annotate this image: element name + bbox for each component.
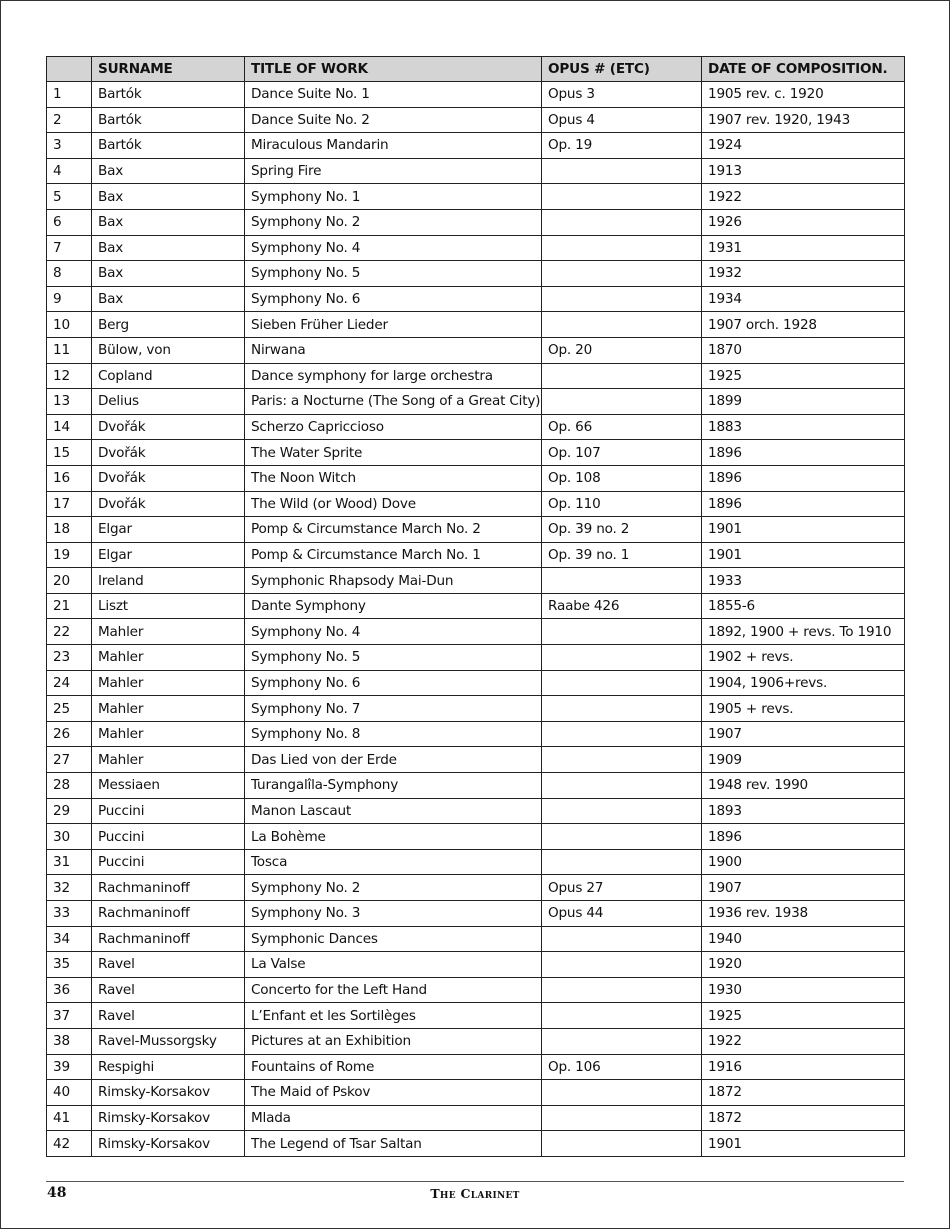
row-number: 2 [47,107,92,133]
table-row [47,1028,905,1054]
surname-cell: Rimsky-Korsakov [92,1080,245,1106]
surname-cell: Elgar [92,542,245,568]
row-number: 40 [47,1080,92,1106]
date-cell: 1925 [702,1003,905,1029]
header-title-of-work: TITLE OF WORK [245,57,542,82]
table-row [47,1105,905,1131]
header-number [47,57,92,82]
title-cell: Miraculous Mandarin [245,133,542,159]
title-cell: Symphony No. 3 [245,901,542,927]
table-row [47,1080,905,1106]
title-cell: Dance symphony for large orchestra [245,363,542,389]
date-cell: 1933 [702,568,905,594]
surname-cell: Rimsky-Korsakov [92,1131,245,1157]
surname-cell: Ravel [92,952,245,978]
title-cell: Nirwana [245,337,542,363]
table-row [47,926,905,952]
table-row [47,952,905,978]
title-cell: La Bohème [245,824,542,850]
title-cell: Fountains of Rome [245,1054,542,1080]
opus-cell [542,670,702,696]
row-number: 27 [47,747,92,773]
header-opus: OPUS # (ETC) [542,57,702,82]
table-row [47,977,905,1003]
table-row [47,209,905,235]
title-cell: Sieben Früher Lieder [245,312,542,338]
date-cell: 1936 rev. 1938 [702,901,905,927]
date-cell: 1907 rev. 1920, 1943 [702,107,905,133]
surname-cell: Dvořák [92,491,245,517]
surname-cell: Bax [92,209,245,235]
table-row [47,1054,905,1080]
surname-cell: Bax [92,235,245,261]
title-cell: Symphony No. 7 [245,696,542,722]
opus-cell [542,1028,702,1054]
opus-cell: Op. 107 [542,440,702,466]
table-row [47,542,905,568]
date-cell: 1913 [702,158,905,184]
opus-cell [542,158,702,184]
date-cell: 1925 [702,363,905,389]
table-body [47,82,905,1157]
surname-cell: Ravel [92,977,245,1003]
opus-cell [542,568,702,594]
table-row [47,107,905,133]
title-cell: The Legend of Tsar Saltan [245,1131,542,1157]
opus-cell: Op. 39 no. 2 [542,517,702,543]
title-cell: Symphony No. 4 [245,619,542,645]
opus-cell: Op. 106 [542,1054,702,1080]
title-cell: Turangalîla-Symphony [245,773,542,799]
surname-cell: Bax [92,184,245,210]
opus-cell [542,696,702,722]
row-number: 14 [47,414,92,440]
row-number: 18 [47,517,92,543]
table-row [47,901,905,927]
title-cell: Mlada [245,1105,542,1131]
title-cell: Dante Symphony [245,593,542,619]
title-cell: Symphonic Rhapsody Mai-Dun [245,568,542,594]
row-number: 5 [47,184,92,210]
table-row [47,670,905,696]
surname-cell: Dvořák [92,414,245,440]
title-cell: Symphony No. 2 [245,875,542,901]
date-cell: 1901 [702,1131,905,1157]
title-cell: La Valse [245,952,542,978]
table-row [47,593,905,619]
opus-cell: Op. 66 [542,414,702,440]
opus-cell: Opus 3 [542,82,702,108]
date-cell: 1896 [702,824,905,850]
date-cell: 1922 [702,184,905,210]
date-cell: 1934 [702,286,905,312]
title-cell: Tosca [245,849,542,875]
running-title: The Clarinet [430,1186,520,1201]
title-cell: The Noon Witch [245,465,542,491]
title-cell: L’Enfant et les Sortilèges [245,1003,542,1029]
table-row [47,235,905,261]
table-row [47,517,905,543]
title-cell: Concerto for the Left Hand [245,977,542,1003]
date-cell: 1905 + revs. [702,696,905,722]
table-row [47,747,905,773]
date-cell: 1916 [702,1054,905,1080]
table-row [47,696,905,722]
table-row [47,619,905,645]
row-number: 17 [47,491,92,517]
opus-cell [542,798,702,824]
table-row [47,133,905,159]
opus-cell: Op. 110 [542,491,702,517]
table-row [47,773,905,799]
surname-cell: Mahler [92,721,245,747]
row-number: 42 [47,1131,92,1157]
opus-cell: Raabe 426 [542,593,702,619]
table-row [47,440,905,466]
surname-cell: Bülow, von [92,337,245,363]
surname-cell: Delius [92,389,245,415]
date-cell: 1872 [702,1080,905,1106]
table-row [47,286,905,312]
table-row [47,849,905,875]
row-number: 16 [47,465,92,491]
date-cell: 1870 [702,337,905,363]
date-cell: 1907 [702,721,905,747]
surname-cell: Mahler [92,670,245,696]
row-number: 9 [47,286,92,312]
table-row [47,184,905,210]
table-row [47,363,905,389]
date-cell: 1893 [702,798,905,824]
title-cell: The Maid of Pskov [245,1080,542,1106]
table-row [47,82,905,108]
date-cell: 1920 [702,952,905,978]
date-cell: 1940 [702,926,905,952]
row-number: 1 [47,82,92,108]
table-row [47,645,905,671]
date-cell: 1899 [702,389,905,415]
date-cell: 1948 rev. 1990 [702,773,905,799]
date-cell: 1902 + revs. [702,645,905,671]
surname-cell: Mahler [92,696,245,722]
table-row [47,414,905,440]
row-number: 34 [47,926,92,952]
row-number: 3 [47,133,92,159]
opus-cell [542,721,702,747]
row-number: 19 [47,542,92,568]
date-cell: 1901 [702,517,905,543]
surname-cell: Rachmaninoff [92,901,245,927]
row-number: 24 [47,670,92,696]
row-number: 13 [47,389,92,415]
date-cell: 1907 [702,875,905,901]
opus-cell [542,209,702,235]
surname-cell: Ravel-Mussorgsky [92,1028,245,1054]
row-number: 4 [47,158,92,184]
row-number: 29 [47,798,92,824]
row-number: 12 [47,363,92,389]
opus-cell [542,261,702,287]
opus-cell: Op. 108 [542,465,702,491]
surname-cell: Ireland [92,568,245,594]
title-cell: Dance Suite No. 2 [245,107,542,133]
title-cell: Pomp & Circumstance March No. 1 [245,542,542,568]
title-cell: Dance Suite No. 1 [245,82,542,108]
row-number: 36 [47,977,92,1003]
opus-cell [542,849,702,875]
date-cell: 1907 orch. 1928 [702,312,905,338]
header-date-of-composition: DATE OF COMPOSITION. [702,57,905,82]
surname-cell: Copland [92,363,245,389]
opus-cell [542,952,702,978]
title-cell: Pomp & Circumstance March No. 2 [245,517,542,543]
opus-cell: Opus 44 [542,901,702,927]
surname-cell: Bartók [92,107,245,133]
table-row [47,158,905,184]
opus-cell [542,363,702,389]
date-cell: 1855-6 [702,593,905,619]
opus-cell [542,977,702,1003]
title-cell: Scherzo Capriccioso [245,414,542,440]
footer-rule [46,1181,904,1182]
surname-cell: Puccini [92,849,245,875]
date-cell: 1905 rev. c. 1920 [702,82,905,108]
date-cell: 1901 [702,542,905,568]
row-number: 31 [47,849,92,875]
header-surname: SURNAME [92,57,245,82]
table-row [47,721,905,747]
title-cell: Paris: a Nocturne (The Song of a Great City) [245,389,542,415]
row-number: 7 [47,235,92,261]
row-number: 23 [47,645,92,671]
surname-cell: Bax [92,158,245,184]
opus-cell [542,1105,702,1131]
title-cell: Symphony No. 1 [245,184,542,210]
row-number: 41 [47,1105,92,1131]
table-row [47,312,905,338]
opus-cell [542,645,702,671]
opus-cell [542,286,702,312]
surname-cell: Rimsky-Korsakov [92,1105,245,1131]
opus-cell [542,235,702,261]
row-number: 20 [47,568,92,594]
row-number: 28 [47,773,92,799]
opus-cell: Op. 39 no. 1 [542,542,702,568]
title-cell: Symphonic Dances [245,926,542,952]
surname-cell: Mahler [92,619,245,645]
surname-cell: Dvořák [92,440,245,466]
title-cell: Symphony No. 6 [245,670,542,696]
title-cell: Das Lied von der Erde [245,747,542,773]
opus-cell [542,312,702,338]
date-cell: 1883 [702,414,905,440]
date-cell: 1896 [702,491,905,517]
surname-cell: Mahler [92,645,245,671]
surname-cell: Bartók [92,133,245,159]
row-number: 6 [47,209,92,235]
date-cell: 1922 [702,1028,905,1054]
table-header-row [47,57,905,82]
title-cell: Manon Lascaut [245,798,542,824]
table-row [47,389,905,415]
date-cell: 1926 [702,209,905,235]
row-number: 33 [47,901,92,927]
title-cell: Symphony No. 5 [245,261,542,287]
surname-cell: Bartók [92,82,245,108]
opus-cell: Opus 4 [542,107,702,133]
row-number: 8 [47,261,92,287]
opus-cell [542,1003,702,1029]
opus-cell [542,184,702,210]
row-number: 30 [47,824,92,850]
opus-cell [542,747,702,773]
row-number: 22 [47,619,92,645]
date-cell: 1904, 1906+revs. [702,670,905,696]
row-number: 15 [47,440,92,466]
title-cell: Symphony No. 8 [245,721,542,747]
date-cell: 1872 [702,1105,905,1131]
surname-cell: Bax [92,261,245,287]
row-number: 10 [47,312,92,338]
date-cell: 1932 [702,261,905,287]
surname-cell: Berg [92,312,245,338]
title-cell: Spring Fire [245,158,542,184]
row-number: 35 [47,952,92,978]
opus-cell [542,773,702,799]
title-cell: Symphony No. 5 [245,645,542,671]
surname-cell: Puccini [92,798,245,824]
opus-cell [542,926,702,952]
title-cell: Pictures at an Exhibition [245,1028,542,1054]
surname-cell: Mahler [92,747,245,773]
opus-cell [542,1131,702,1157]
title-cell: Symphony No. 6 [245,286,542,312]
row-number: 39 [47,1054,92,1080]
table-row [47,875,905,901]
date-cell: 1930 [702,977,905,1003]
opus-cell [542,389,702,415]
date-cell: 1924 [702,133,905,159]
surname-cell: Puccini [92,824,245,850]
title-cell: Symphony No. 2 [245,209,542,235]
surname-cell: Bax [92,286,245,312]
surname-cell: Elgar [92,517,245,543]
opus-cell [542,619,702,645]
opus-cell [542,1080,702,1106]
table-row [47,491,905,517]
table-row [47,798,905,824]
title-cell: Symphony No. 4 [245,235,542,261]
table-row [47,568,905,594]
row-number: 38 [47,1028,92,1054]
row-number: 25 [47,696,92,722]
date-cell: 1900 [702,849,905,875]
surname-cell: Rachmaninoff [92,926,245,952]
row-number: 21 [47,593,92,619]
row-number: 11 [47,337,92,363]
title-cell: The Water Sprite [245,440,542,466]
opus-cell: Op. 19 [542,133,702,159]
surname-cell: Rachmaninoff [92,875,245,901]
surname-cell: Messiaen [92,773,245,799]
date-cell: 1896 [702,440,905,466]
date-cell: 1909 [702,747,905,773]
table-row [47,337,905,363]
surname-cell: Dvořák [92,465,245,491]
row-number: 37 [47,1003,92,1029]
row-number: 32 [47,875,92,901]
table-row [47,824,905,850]
opus-cell: Op. 20 [542,337,702,363]
surname-cell: Ravel [92,1003,245,1029]
composition-table [46,56,905,1157]
row-number: 26 [47,721,92,747]
page-number: 48 [47,1185,67,1201]
title-cell: The Wild (or Wood) Dove [245,491,542,517]
date-cell: 1892, 1900 + revs. To 1910 [702,619,905,645]
surname-cell: Respighi [92,1054,245,1080]
opus-cell [542,824,702,850]
date-cell: 1931 [702,235,905,261]
table-row [47,1131,905,1157]
surname-cell: Liszt [92,593,245,619]
table-row [47,465,905,491]
date-cell: 1896 [702,465,905,491]
table-row [47,1003,905,1029]
opus-cell: Opus 27 [542,875,702,901]
table-row [47,261,905,287]
